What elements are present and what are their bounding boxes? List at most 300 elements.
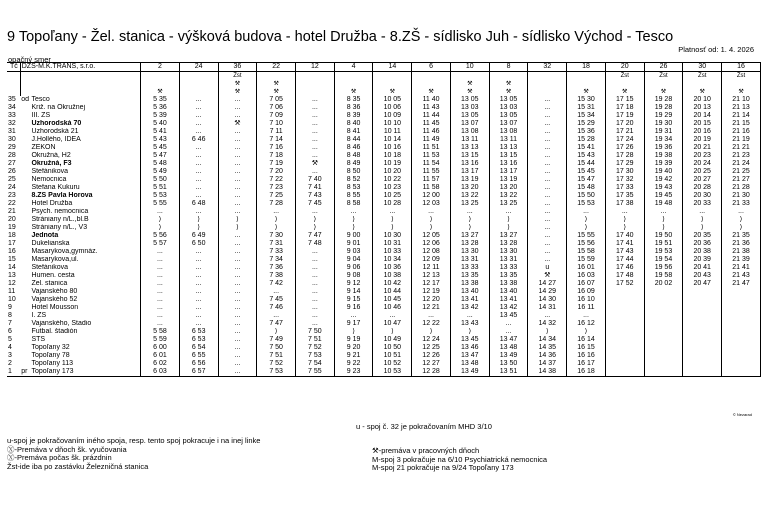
departure-time: ... — [296, 104, 335, 112]
stop-name: Futbal. štadión — [30, 328, 140, 336]
departure-time: 8 58 — [334, 200, 373, 208]
trip-tag: Žst — [605, 72, 644, 81]
departure-time: ... — [528, 232, 567, 240]
departure-time: 17 18 — [605, 104, 644, 112]
departure-time: 16 09 — [567, 288, 606, 296]
departure-time: 20 41 — [683, 264, 722, 272]
stop-km: 13 — [8, 272, 16, 279]
trip-symbol — [567, 80, 606, 88]
departure-time: 11 46 — [412, 128, 451, 136]
departure-time: u — [528, 264, 567, 272]
departure-time: 7 40 — [296, 176, 335, 184]
departure-time: 7 45 — [257, 296, 296, 304]
departure-time: 7 19 — [257, 160, 296, 168]
departure-time: 10 28 — [373, 200, 412, 208]
stop-km: 34 — [8, 104, 16, 111]
departure-time: ... — [296, 112, 335, 120]
departure-time: 13 20 — [450, 184, 489, 192]
departure-time: ... — [296, 168, 335, 176]
stop-name: Vajanského 52 — [30, 296, 140, 304]
stop-name: Tesco — [30, 96, 140, 104]
departure-time: ... — [218, 176, 257, 184]
departure-time: ... — [528, 200, 567, 208]
departure-time: 19 40 — [644, 168, 683, 176]
departure-time: 13 22 — [450, 192, 489, 200]
departure-time: 10 50 — [373, 344, 412, 352]
trip-number: 32 — [528, 63, 567, 72]
departure-time: ... — [528, 96, 567, 104]
departure-time — [722, 360, 761, 368]
trip-symbol: ⚒ — [567, 88, 606, 96]
stop-index — [20, 232, 30, 240]
departure-time: 20 36 — [683, 240, 722, 248]
departure-time — [722, 328, 761, 336]
departure-time: 11 45 — [412, 120, 451, 128]
departure-time: 10 16 — [373, 144, 412, 152]
stop-index: pr — [20, 368, 30, 377]
trip-symbol: ⚒ — [141, 88, 180, 96]
departure-time: 17 30 — [605, 168, 644, 176]
trip-tag — [257, 72, 296, 81]
stop-name: Strániany n/L.,bl.B — [30, 216, 140, 224]
trip-symbol — [141, 80, 180, 88]
departure-time — [683, 296, 722, 304]
departure-time: ... — [179, 152, 218, 160]
departure-time: 8 41 — [334, 128, 373, 136]
stop-row — [7, 184, 761, 192]
departure-time: 9 22 — [334, 360, 373, 368]
departure-time: 7 45 — [296, 200, 335, 208]
departure-time: 12 05 — [412, 232, 451, 240]
departure-time: 12 24 — [412, 336, 451, 344]
departure-time: ⟩ — [373, 224, 412, 232]
departure-time: ... — [179, 168, 218, 176]
departure-time: 13 28 — [489, 240, 528, 248]
departure-time: 17 46 — [605, 264, 644, 272]
departure-time: 6 57 — [179, 368, 218, 377]
departure-time: 10 30 — [373, 232, 412, 240]
departure-time: 12 21 — [412, 304, 451, 312]
departure-time: 17 15 — [605, 96, 644, 104]
departure-time — [605, 312, 644, 320]
trip-symbol: ⚒ — [218, 80, 257, 88]
departure-time: ⟩ — [296, 216, 335, 224]
stop-km: 27 — [8, 160, 16, 167]
stop-name: Topoľany 113 — [30, 360, 140, 368]
trip-symbol — [683, 80, 722, 88]
departure-time: 10 06 — [373, 104, 412, 112]
departure-time: 19 30 — [644, 120, 683, 128]
departure-time: ⟩ — [257, 224, 296, 232]
departure-time: 7 09 — [257, 112, 296, 120]
legend-item: ⚒-premáva v pracovných dňoch — [372, 446, 480, 455]
stop-km: 35 — [8, 96, 16, 103]
departure-time — [722, 344, 761, 352]
departure-time: 7 41 — [296, 184, 335, 192]
departure-time: 21 10 — [722, 96, 761, 104]
departure-time: ... — [218, 288, 257, 296]
departure-time: 7 34 — [257, 256, 296, 264]
trip-tag: Žst — [683, 72, 722, 81]
departure-time — [605, 352, 644, 360]
departure-time: 12 11 — [412, 264, 451, 272]
departure-time — [644, 360, 683, 368]
departure-time: 10 47 — [373, 320, 412, 328]
stop-row — [7, 304, 761, 312]
departure-time: ⟩ — [722, 224, 761, 232]
stop-row — [7, 288, 761, 296]
departure-time: 5 41 — [141, 128, 180, 136]
departure-time: 6 56 — [179, 360, 218, 368]
departure-time: 6 00 — [141, 344, 180, 352]
trip-number: 18 — [567, 63, 606, 72]
departure-time: ... — [296, 264, 335, 272]
trip-tag — [567, 72, 606, 81]
departure-time: 14 27 — [528, 280, 567, 288]
departure-time: 21 33 — [722, 200, 761, 208]
departure-time: ⟩ — [605, 224, 644, 232]
departure-time: ⟩ — [644, 216, 683, 224]
departure-time: 5 55 — [141, 200, 180, 208]
km-header: Tč — [7, 63, 20, 72]
stop-row — [7, 360, 761, 368]
stop-index — [20, 152, 30, 160]
departure-time — [644, 296, 683, 304]
stop-name: Žel. stanica — [30, 280, 140, 288]
valid-date-value: 1. 4. 2026 — [720, 45, 754, 54]
departure-time: 13 25 — [489, 200, 528, 208]
departure-time: ... — [141, 320, 180, 328]
stop-name: ZEKON — [30, 144, 140, 152]
departure-time: 16 07 — [567, 280, 606, 288]
departure-time: ... — [296, 304, 335, 312]
stop-km: 14 — [8, 264, 16, 271]
departure-time: 7 05 — [257, 96, 296, 104]
departure-time: 17 40 — [605, 232, 644, 240]
departure-time: ... — [179, 272, 218, 280]
departure-time: 15 45 — [567, 168, 606, 176]
stop-km: 7 — [8, 320, 12, 327]
departure-time: 6 54 — [179, 344, 218, 352]
departure-time: 10 11 — [373, 128, 412, 136]
departure-time: ... — [179, 208, 218, 216]
departure-time: ... — [528, 216, 567, 224]
departure-time: 21 39 — [722, 256, 761, 264]
stop-km: 4 — [8, 344, 12, 351]
trip-number: 24 — [179, 63, 218, 72]
departure-time: ⟩ — [489, 216, 528, 224]
departure-time: 5 47 — [141, 152, 180, 160]
departure-time — [605, 304, 644, 312]
departure-time: 19 28 — [644, 96, 683, 104]
departure-time: ... — [179, 192, 218, 200]
departure-time: ⟩ — [683, 224, 722, 232]
departure-time: 9 20 — [334, 344, 373, 352]
stop-index — [20, 216, 30, 224]
departure-time: ⟩ — [179, 216, 218, 224]
departure-time: ... — [218, 344, 257, 352]
departure-time: 13 16 — [450, 160, 489, 168]
departure-time: ⟩ — [722, 216, 761, 224]
departure-time: ... — [567, 208, 606, 216]
departure-time: 17 19 — [605, 112, 644, 120]
departure-time: 12 20 — [412, 296, 451, 304]
departure-time: 11 57 — [412, 176, 451, 184]
stop-name: Štefánikova — [30, 168, 140, 176]
departure-time: 9 08 — [334, 272, 373, 280]
stop-name: Okružná, H2 — [30, 152, 140, 160]
departure-time: 19 53 — [644, 248, 683, 256]
departure-time: 5 49 — [141, 168, 180, 176]
departure-time: ... — [179, 264, 218, 272]
trip-symbol — [644, 80, 683, 88]
departure-time — [605, 320, 644, 328]
departure-time: 19 50 — [644, 232, 683, 240]
departure-time: ... — [296, 256, 335, 264]
departure-time: ... — [528, 248, 567, 256]
departure-time: ... — [528, 160, 567, 168]
departure-time: ... — [218, 104, 257, 112]
departure-time: 12 17 — [412, 280, 451, 288]
departure-time: 15 47 — [567, 176, 606, 184]
departure-time: ... — [179, 120, 218, 128]
departure-time — [644, 288, 683, 296]
departure-time: 21 25 — [722, 168, 761, 176]
stop-name: Masarykova,ul. — [30, 256, 140, 264]
departure-time: 14 32 — [528, 320, 567, 328]
stop-km: 23 — [8, 192, 16, 199]
departure-time: 20 21 — [683, 144, 722, 152]
departure-time: ... — [296, 208, 335, 216]
departure-time: ⟩ — [373, 328, 412, 336]
departure-time: 10 20 — [373, 168, 412, 176]
departure-time: 17 21 — [605, 128, 644, 136]
stop-row — [7, 144, 761, 152]
departure-time: 21 43 — [722, 272, 761, 280]
departure-time — [722, 336, 761, 344]
departure-time: ⟩ — [489, 224, 528, 232]
trip-symbol — [412, 80, 451, 88]
departure-time: 12 09 — [412, 256, 451, 264]
departure-time: ... — [179, 184, 218, 192]
departure-time: ⟩ — [567, 224, 606, 232]
departure-time: 20 38 — [683, 248, 722, 256]
departure-time: 13 49 — [450, 368, 489, 377]
departure-time: 14 36 — [528, 352, 567, 360]
departure-time: 9 16 — [334, 304, 373, 312]
departure-time: ... — [179, 320, 218, 328]
departure-time: ... — [296, 248, 335, 256]
departure-time: 21 23 — [722, 152, 761, 160]
departure-time: 6 03 — [141, 368, 180, 377]
departure-time: 13 27 — [489, 232, 528, 240]
departure-time: ... — [296, 272, 335, 280]
trip-tag: Žst — [218, 72, 257, 81]
departure-time: ... — [528, 224, 567, 232]
trip-tag — [528, 72, 567, 81]
departure-time — [683, 344, 722, 352]
stop-name: Vajanského 80 — [30, 288, 140, 296]
departure-time: ⟩ — [605, 216, 644, 224]
departure-time: 14 31 — [528, 304, 567, 312]
departure-time: 5 57 — [141, 240, 180, 248]
trip-symbol — [605, 80, 644, 88]
departure-time: ... — [218, 168, 257, 176]
departure-time: 13 33 — [450, 264, 489, 272]
departure-time: 13 11 — [489, 136, 528, 144]
departure-time: 12 13 — [412, 272, 451, 280]
departure-time: 10 36 — [373, 264, 412, 272]
departure-time: 15 50 — [567, 192, 606, 200]
departure-time: ... — [179, 280, 218, 288]
departure-time: 5 56 — [141, 232, 180, 240]
departure-time: 19 45 — [644, 192, 683, 200]
departure-time: 7 33 — [257, 248, 296, 256]
departure-time: 13 28 — [450, 240, 489, 248]
departure-time: ... — [373, 208, 412, 216]
departure-time — [644, 320, 683, 328]
departure-time: 12 06 — [412, 240, 451, 248]
departure-time: ... — [528, 168, 567, 176]
departure-time: 19 48 — [644, 200, 683, 208]
departure-time: 13 33 — [489, 264, 528, 272]
departure-time: ... — [605, 208, 644, 216]
departure-time: 13 05 — [489, 112, 528, 120]
departure-time: ... — [141, 304, 180, 312]
departure-time: 11 55 — [412, 168, 451, 176]
departure-time: ⟩ — [334, 224, 373, 232]
stop-index — [20, 192, 30, 200]
departure-time: 20 35 — [683, 232, 722, 240]
departure-time: 15 48 — [567, 184, 606, 192]
stop-km: 21 — [8, 208, 16, 215]
departure-time: ... — [683, 208, 722, 216]
departure-time — [605, 336, 644, 344]
departure-time: ... — [450, 208, 489, 216]
departure-time: 17 44 — [605, 256, 644, 264]
stop-km: 29 — [8, 144, 16, 151]
departure-time: 13 15 — [450, 152, 489, 160]
departure-time: ⟩ — [567, 328, 606, 336]
departure-time: ... — [412, 208, 451, 216]
departure-time — [605, 368, 644, 377]
departure-time: 12 19 — [412, 288, 451, 296]
departure-time: 10 09 — [373, 112, 412, 120]
departure-time: 9 04 — [334, 256, 373, 264]
stop-row — [7, 216, 761, 224]
departure-time: 13 05 — [489, 96, 528, 104]
departure-time: ... — [141, 264, 180, 272]
departure-time: 13 25 — [450, 200, 489, 208]
departure-time: 8 50 — [334, 168, 373, 176]
departure-time — [644, 368, 683, 377]
trip-note-row — [7, 80, 761, 88]
trip-number: 10 — [450, 63, 489, 72]
departure-time: 13 20 — [489, 184, 528, 192]
stop-name: Nemocnica — [30, 176, 140, 184]
departure-time: ... — [218, 368, 257, 377]
departure-time: 13 07 — [450, 120, 489, 128]
departure-time: 5 36 — [141, 104, 180, 112]
departure-time: 20 43 — [683, 272, 722, 280]
departure-time: 13 17 — [489, 168, 528, 176]
departure-time: ⟩ — [450, 328, 489, 336]
departure-time — [683, 336, 722, 344]
departure-time: ... — [218, 256, 257, 264]
stop-row — [7, 352, 761, 360]
departure-time: 20 19 — [683, 136, 722, 144]
departure-time: 13 35 — [489, 272, 528, 280]
blank — [7, 72, 20, 81]
departure-time: ... — [179, 128, 218, 136]
stop-name: Križ. na Okružnej — [30, 104, 140, 112]
departure-time: 20 23 — [683, 152, 722, 160]
departure-time: 5 58 — [141, 328, 180, 336]
departure-time: 19 36 — [644, 144, 683, 152]
trip-tag — [141, 72, 180, 81]
departure-time: 19 34 — [644, 136, 683, 144]
stop-name: Masarykova,gymnáz. — [30, 248, 140, 256]
stop-index — [20, 304, 30, 312]
departure-time: 13 30 — [450, 248, 489, 256]
departure-time: 13 22 — [489, 192, 528, 200]
departure-time: 11 54 — [412, 160, 451, 168]
trip-symbol: ⚒ — [218, 88, 257, 96]
trip-symbol: ⚒ — [683, 88, 722, 96]
trip-symbol — [373, 80, 412, 88]
departure-time: ⟩ — [412, 328, 451, 336]
departure-time: 11 43 — [412, 104, 451, 112]
departure-time — [644, 344, 683, 352]
departure-time — [722, 352, 761, 360]
departure-time — [683, 312, 722, 320]
departure-time: 19 42 — [644, 176, 683, 184]
departure-time: ... — [218, 112, 257, 120]
departure-time: 13 50 — [489, 360, 528, 368]
stop-index — [20, 280, 30, 288]
departure-time: ... — [296, 312, 335, 320]
trip-symbol: ⚒ — [334, 88, 373, 96]
stop-km: 28 — [8, 152, 16, 159]
stop-index — [20, 120, 30, 128]
departure-time: 7 47 — [296, 232, 335, 240]
departure-time: 13 42 — [450, 304, 489, 312]
departure-time: ... — [179, 256, 218, 264]
departure-time: 16 12 — [567, 320, 606, 328]
departure-time: 13 48 — [450, 360, 489, 368]
departure-time: 21 36 — [722, 240, 761, 248]
departure-time: ... — [528, 176, 567, 184]
legend-left — [7, 437, 260, 472]
departure-time: 9 17 — [334, 320, 373, 328]
departure-time: ... — [218, 248, 257, 256]
trip-number: 16 — [722, 63, 761, 72]
stop-km: 18 — [8, 232, 16, 239]
departure-time: 20 15 — [683, 120, 722, 128]
stop-km: 10 — [8, 296, 16, 303]
departure-time: ... — [179, 104, 218, 112]
stop-km: 2 — [8, 360, 12, 367]
stop-row — [7, 136, 761, 144]
departure-time: ⟩ — [450, 216, 489, 224]
trip-symbol — [334, 80, 373, 88]
trip-tag — [489, 72, 528, 81]
departure-time: ... — [528, 312, 567, 320]
departure-time: 13 47 — [450, 352, 489, 360]
departure-time: 13 08 — [450, 128, 489, 136]
stop-index — [20, 104, 30, 112]
stop-km: 32 — [8, 120, 16, 127]
